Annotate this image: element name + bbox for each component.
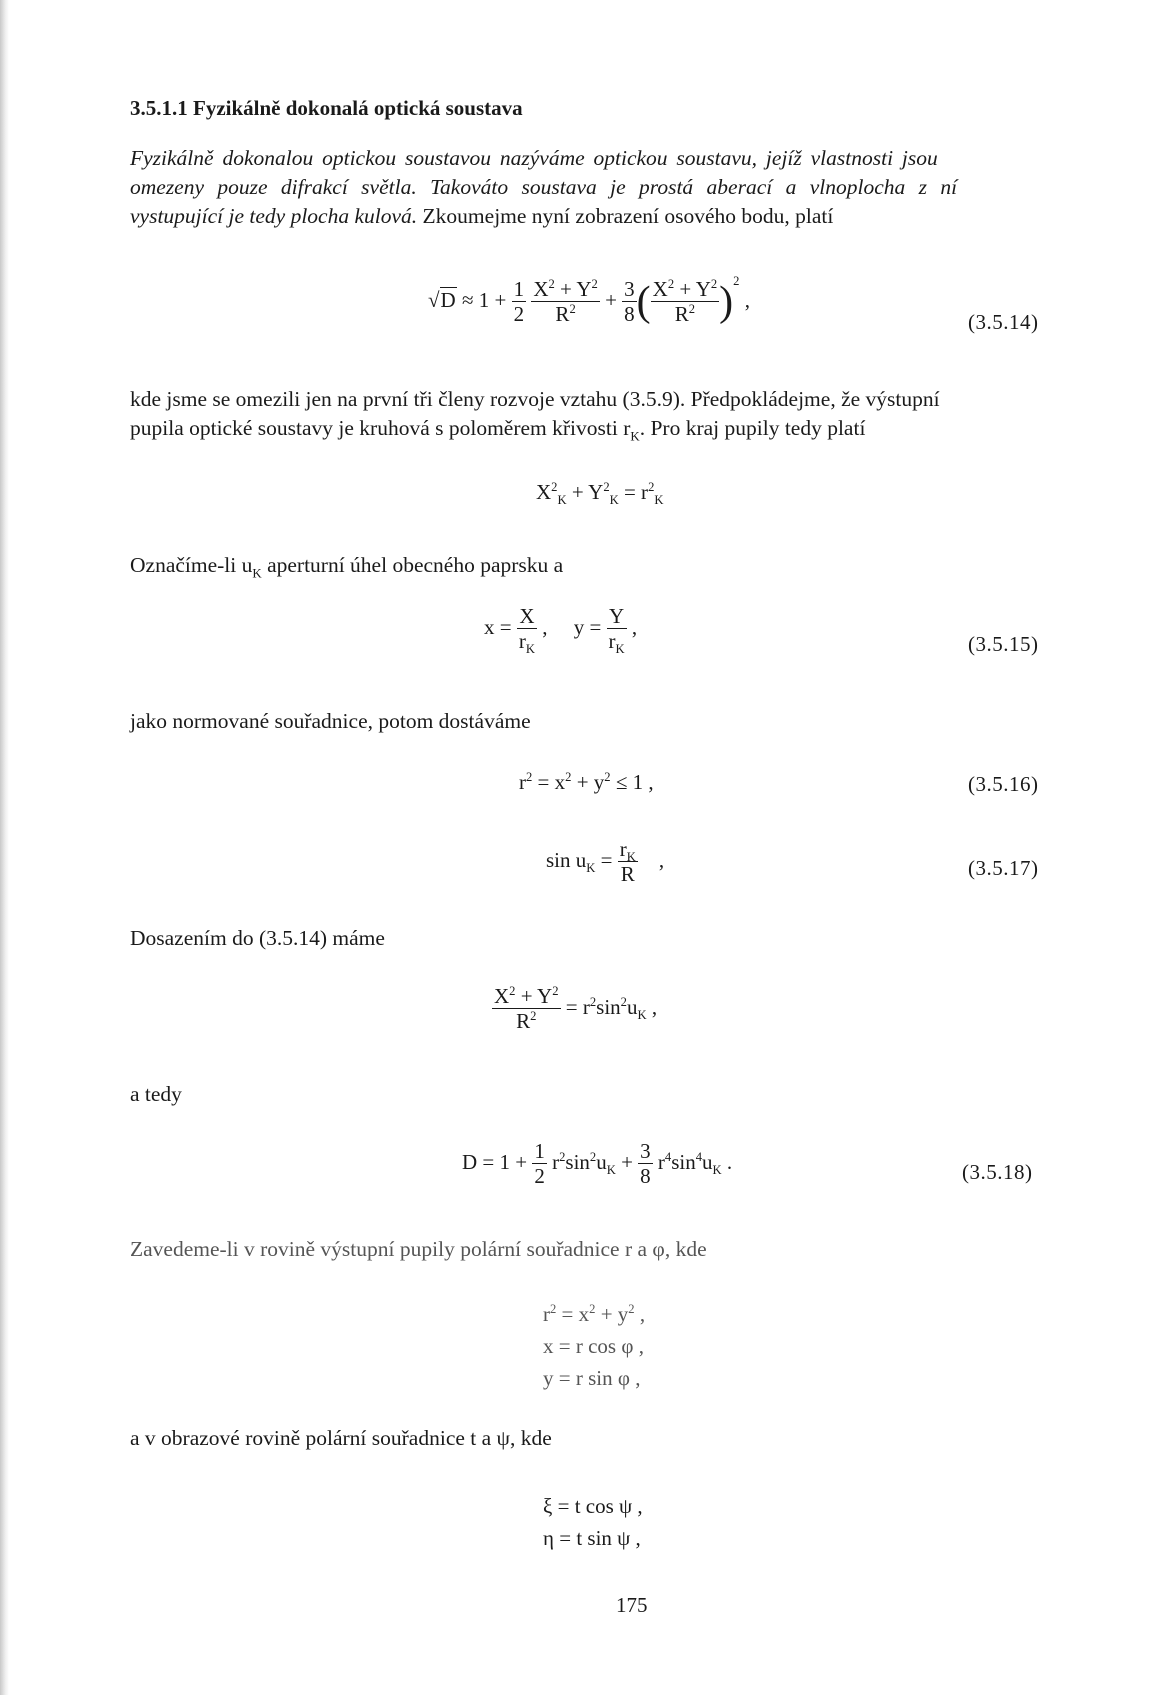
equation-substitution: $\frac{X^2 + Y^2}{R^2}$ = $r^2\sin^2u_K$ , xyxy=(494,984,658,1034)
equation-number-3-5-17: (3.5.17) xyxy=(968,856,1039,880)
substitution-paragraph: Dosazením do (3.5.14) máme xyxy=(130,926,385,950)
equation-3-5-15: x = $\frac{X}{r_K}$ , y = $\frac{Y}{r_K}$ , xyxy=(484,604,638,657)
intro-line-3: vystupující je tedy plocha kulová. Zkoumejme nyní zobrazení osového bodu, platí xyxy=(130,204,834,228)
equation-3-5-18: D = 1 + $\frac{1}{2}$ $r^2\sin^2u_K$ + $\frac{3}{8}$ $r^4\sin^4u_K$ . xyxy=(462,1139,733,1189)
pupil-line-1: kde jsme se omezili jen na první tři členy rozvoje vztahu (3.5.9). Předpokládejme, že výstupní xyxy=(130,387,940,411)
equation-number-3-5-16: (3.5.16) xyxy=(968,772,1039,796)
equation-number-3-5-14: (3.5.14) xyxy=(968,310,1039,334)
equations-polar-image: ξ = t cos ψ , η = t sin ψ , xyxy=(543,1494,643,1550)
equation-number-3-5-18: (3.5.18) xyxy=(962,1160,1033,1184)
page-number: 175 xyxy=(616,1593,648,1617)
aperture-paragraph: Označíme-li $u_K$ aperturní úhel obecného paprsku a xyxy=(130,553,564,581)
intro-line-2: omezeny pouze difrakcí světla. Takováto soustava je prostá aberací a vlnoplocha z ní xyxy=(130,175,958,199)
equations-polar-pupil: $r^2 = x^2 + y^2$ , x = r cos φ , y = r sin φ , xyxy=(543,1302,646,1390)
section-heading: 3.5.1.1 Fyzikálně dokonalá optická soustava xyxy=(130,96,523,120)
polar-pupil-paragraph: Zavedeme-li v rovině výstupní pupily polární souřadnice r a φ, kde xyxy=(130,1237,707,1261)
equation-3-5-17: $\sin u_K$ = $\frac{r_K}{R}$ , xyxy=(546,837,665,887)
intro-line-1: Fyzikálně dokonalou optickou soustavou nazýváme optickou soustavu, jejíž vlastnosti jsou xyxy=(130,146,938,170)
equation-pupil-edge: $X^2_K + Y^2_K = r^2_K$ xyxy=(536,480,664,508)
normalized-coords-paragraph: jako normované souřadnice, potom dostáváme xyxy=(130,709,531,733)
intro-paragraph xyxy=(130,144,957,231)
equation-3-5-16: $r^2 = x^2 + y^2 \le 1$ , xyxy=(519,770,654,794)
equation-number-3-5-15: (3.5.15) xyxy=(968,632,1039,656)
pupil-paragraph xyxy=(130,385,940,443)
equation-3-5-14: √D ≈ 1 + $\frac{1}{2}$ $\frac{X^2 + Y^2}{R^2}$ + $\frac{3}{8}$ ( $\frac{X^2 + Y^2}{R^2}$ )$^2$ , xyxy=(428,273,750,327)
and-thus-paragraph: a tedy xyxy=(130,1082,182,1106)
pupil-line-2: pupila optické soustavy je kruhová s poloměrem křivosti $r_K$. Pro kraj pupily tedy platí xyxy=(130,416,866,444)
polar-image-paragraph: a v obrazové rovině polární souřadnice t a ψ, kde xyxy=(130,1426,552,1450)
